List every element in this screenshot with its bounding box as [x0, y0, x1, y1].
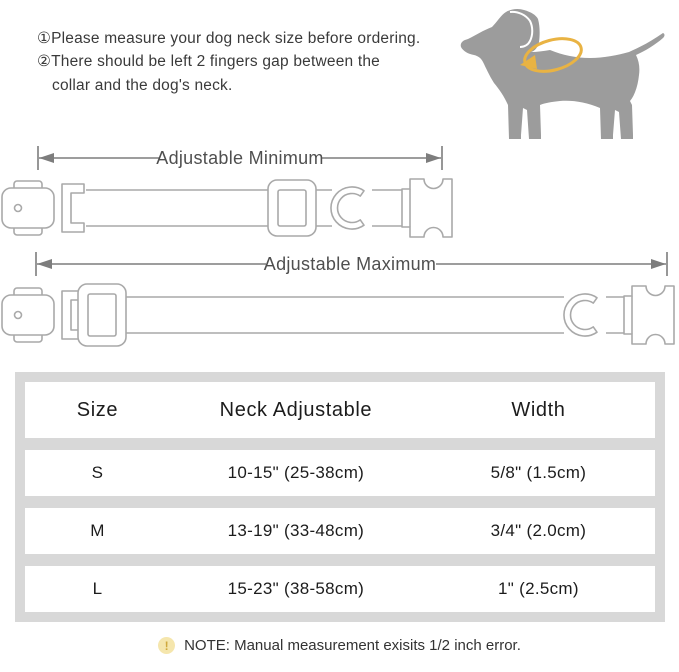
measurement-note — [0, 637, 679, 654]
cell-width: 1" (2.5cm) — [498, 579, 579, 598]
d-ring — [564, 294, 597, 336]
cell-neck: 10-15" (25-38cm) — [227, 463, 365, 482]
left-arrow-icon — [39, 153, 54, 163]
buckle-male-right — [624, 286, 674, 344]
header-size: Size — [76, 398, 119, 421]
cell-size: L — [92, 579, 103, 598]
left-arrow-icon — [37, 259, 52, 269]
instruction-line-1: ①Please measure your dog neck size before ordering. — [37, 30, 421, 47]
exclamation-circle-icon: ! — [158, 637, 175, 654]
cell-neck: 13-19" (33-48cm) — [227, 521, 365, 540]
buckle-female-left — [2, 181, 54, 235]
cell-size: M — [90, 521, 105, 540]
instruction-line-2: ②There should be left 2 fingers gap between the — [37, 53, 380, 71]
cell-neck: 15-23" (38-58cm) — [227, 579, 365, 598]
dog-silhouette-illustration — [448, 2, 676, 148]
adjustable-maximum-label: Adjustable Maximum — [263, 254, 437, 274]
dog-eye — [488, 22, 492, 26]
collar-maximum-diagram — [0, 279, 679, 351]
buckle-female-left — [2, 288, 54, 342]
collar-minimum-diagram — [0, 172, 460, 244]
cell-width: 3/4" (2.0cm) — [490, 521, 587, 540]
right-arrow-icon — [651, 259, 666, 269]
cell-width: 5/8" (1.5cm) — [490, 463, 587, 482]
adjustable-minimum-label: Adjustable Minimum — [156, 148, 324, 168]
table-row — [25, 508, 655, 554]
buckle-male-right — [402, 179, 452, 237]
size-chart-table — [15, 372, 665, 622]
note-text: NOTE: Manual measurement exisits 1/2 inch error. — [184, 637, 521, 654]
measuring-instructions — [37, 27, 420, 97]
strap-keeper — [62, 184, 84, 232]
table-row — [25, 450, 655, 496]
table-row — [25, 566, 655, 612]
right-arrow-icon — [426, 153, 441, 163]
instruction-line-3: collar and the dog's neck. — [52, 76, 233, 94]
adjustable-maximum-dimension — [28, 250, 673, 280]
dog-body-shape — [461, 9, 665, 139]
cell-size: S — [91, 463, 104, 482]
tri-glide-slider — [268, 180, 316, 236]
header-width: Width — [511, 398, 566, 421]
d-ring — [331, 187, 364, 229]
tri-glide-slider — [78, 284, 126, 346]
adjustable-minimum-dimension — [30, 144, 450, 174]
table-header-row — [25, 382, 655, 438]
header-neck-adjustable: Neck Adjustable — [219, 398, 373, 421]
